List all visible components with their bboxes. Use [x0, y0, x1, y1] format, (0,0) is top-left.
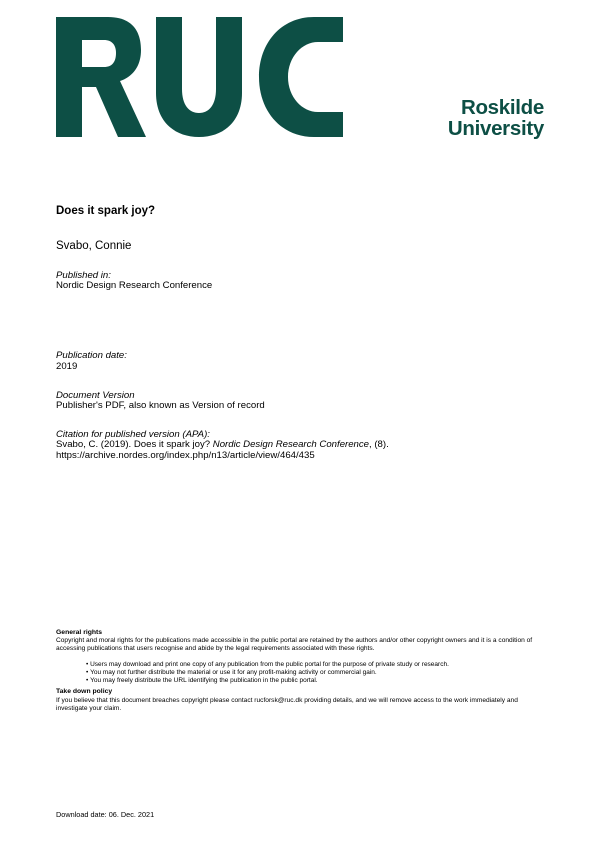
citation-authors: Svabo, C. (2019). Does it spark joy? [56, 439, 213, 450]
general-rights-text: Copyright and moral rights for the publications made accessible in the public portal are retained by the authors and/or other copyright owners and it is a condition of accessing publications that users recognise and abide by the legal requirements associated with these rights. [56, 637, 533, 653]
logo-letter-c [259, 17, 343, 137]
document-version-value: Publisher's PDF, also known as Version of record [56, 400, 265, 411]
citation-line1 [56, 439, 389, 450]
publication-date-value: 2019 [56, 361, 78, 372]
ruc-logo [56, 17, 343, 137]
citation-text [56, 439, 389, 461]
university-name-line1: Roskilde [460, 96, 544, 119]
list-item: • You may not further distribute the material or use it for any profit-making activity or commercial gain. [86, 669, 449, 677]
document-version-label: Document Version [56, 390, 135, 401]
take-down-text: If you believe that this document breaches copyright please contact rucforsk@ruc.dk providing details, and we will remove access to the work immediately and investigate your claim. [56, 697, 518, 713]
university-name [434, 97, 544, 139]
citation-issue: , (8). [369, 439, 389, 450]
logo-letter-u [156, 17, 242, 137]
university-name-line2: University [447, 117, 544, 140]
citation-label: Citation for published version (APA): [56, 429, 210, 440]
citation-journal: Nordic Design Research Conference [212, 439, 370, 450]
published-in-label: Published in: [56, 270, 111, 281]
published-in-value: Nordic Design Research Conference [56, 280, 213, 291]
publication-date-label: Publication date: [56, 350, 127, 361]
paper-author: Svabo, Connie [56, 240, 132, 252]
citation-url[interactable]: https://archive.nordes.org/index.php/n13/article/view/464/435 [56, 450, 315, 461]
rights-bullet-list [86, 661, 449, 685]
logo-letter-r [56, 17, 146, 137]
take-down-heading: Take down policy [56, 688, 113, 695]
list-item: • Users may download and print one copy of any publication from the public portal for the purpose of private study or research. [86, 661, 449, 669]
paper-title: Does it spark joy? [56, 205, 156, 217]
download-date: Download date: 06. Dec. 2021 [56, 810, 155, 819]
general-rights-heading: General rights [56, 629, 103, 636]
list-item: • You may freely distribute the URL identifying the publication in the public portal. [86, 677, 449, 685]
